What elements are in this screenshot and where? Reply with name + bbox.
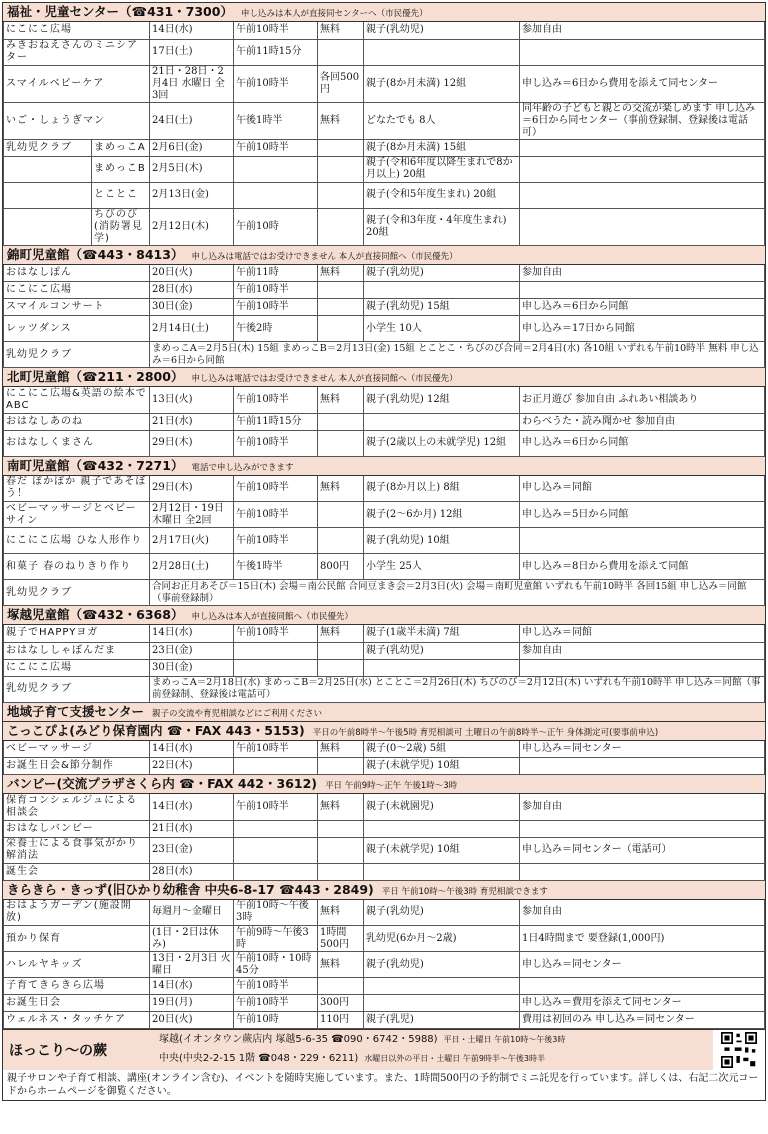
table-row — [4, 502, 765, 528]
event-name: おはようガーデン(施設開放) — [4, 900, 150, 926]
event-fee — [318, 502, 364, 528]
event-name: スマイルベビーケア — [4, 65, 150, 102]
section-header — [3, 606, 765, 625]
event-note: 申し込み＝同センター（電話可） — [520, 837, 765, 863]
event-name: ウェルネス・タッチケア — [4, 1012, 150, 1029]
event-name: まめっこA — [92, 139, 150, 156]
event-time: 午前10時半 — [234, 741, 318, 758]
event-date: 20日(火) — [150, 1012, 234, 1029]
table-row — [4, 156, 765, 182]
schedule-table — [3, 741, 765, 776]
table-row — [4, 65, 765, 102]
event-target: 親子(0～2歳) 5組 — [364, 741, 520, 758]
event-time — [234, 156, 318, 182]
event-note — [520, 139, 765, 156]
section-note: 平日 午前10時～午後3時 育児相談できます — [381, 886, 548, 897]
event-name: 乳幼児クラブ — [4, 580, 150, 606]
event-date: 14日(水) — [150, 741, 234, 758]
footer-lines — [159, 1030, 713, 1070]
table-row — [4, 676, 765, 702]
table-row — [4, 430, 765, 456]
event-date: 毎週月～金曜日 — [150, 900, 234, 926]
event-fee: 無料 — [318, 952, 364, 978]
event-target — [364, 39, 520, 65]
table-row — [4, 265, 765, 282]
event-date: 24日(土) — [150, 102, 234, 139]
section-header — [3, 775, 765, 794]
table-row — [4, 316, 765, 342]
table-row — [4, 659, 765, 676]
event-note — [520, 156, 765, 182]
event-note: 費用は初回のみ 申し込み＝同センター — [520, 1012, 765, 1029]
section-title: バンビー(交流プラザさくら内 ☎・FAX 442・3612) — [7, 776, 317, 791]
event-group — [4, 208, 92, 245]
section-note: 申し込みは本人が直接同館へ（市民優先） — [191, 612, 353, 622]
event-note: 申し込み＝5日から同館 — [520, 502, 765, 528]
event-note — [520, 208, 765, 245]
event-time: 午前10時 — [234, 1012, 318, 1029]
event-fee — [318, 430, 364, 456]
event-name: にこにこ広場 ひな人形作り — [4, 528, 150, 554]
event-fee — [318, 156, 364, 182]
event-name: ベビーマッサージ — [4, 741, 150, 758]
schedule-table — [3, 265, 765, 369]
event-name: みきおねえさんのミニシアター — [4, 39, 150, 65]
event-note — [520, 659, 765, 676]
event-target: 親子(8か月未満) 12組 — [364, 65, 520, 102]
event-target: 親子(乳幼児) 12組 — [364, 387, 520, 413]
event-target — [364, 863, 520, 880]
event-name: お誕生日会 — [4, 995, 150, 1012]
event-time — [234, 758, 318, 775]
event-target: 親子(乳幼児) 15組 — [364, 299, 520, 316]
table-row — [4, 208, 765, 245]
event-group: 乳幼児クラブ — [4, 139, 92, 156]
event-date: 2月17日(火) — [150, 528, 234, 554]
event-target: 親子(8か月以上) 8組 — [364, 476, 520, 502]
event-note: お正月遊び 参加自由 ふれあい相談あり — [520, 387, 765, 413]
event-time: 午前10時半 — [234, 476, 318, 502]
table-row — [4, 139, 765, 156]
event-time: 午前11時15分 — [234, 39, 318, 65]
event-note: 申し込み＝6日から同館 — [520, 299, 765, 316]
footer-line1-hours: 平日・土曜日 午前10時～午後3時 — [443, 1035, 566, 1044]
event-name: にこにこ広場 — [4, 659, 150, 676]
event-note: 申し込み＝17日から同館 — [520, 316, 765, 342]
event-time: 午前10時半 — [234, 528, 318, 554]
event-date: 2月14日(土) — [150, 316, 234, 342]
event-target: 親子(未就園児) — [364, 794, 520, 820]
event-date: 21日(水) — [150, 413, 234, 430]
event-target — [364, 820, 520, 837]
table-row — [4, 182, 765, 208]
event-note — [520, 863, 765, 880]
event-fee — [318, 316, 364, 342]
event-date: 30日(金) — [150, 659, 234, 676]
section-note: 平日 午前9時～正午 午後1時～3時 — [325, 781, 458, 791]
footer-line2: 中央(中央2-2-15 1階 ☎048・229・6211) — [159, 1053, 359, 1064]
table-row — [4, 1012, 765, 1029]
event-name: 春だ ぽかぽか 親子であそぼう！ — [4, 476, 150, 502]
event-time: 午前10時半 — [234, 299, 318, 316]
event-time: 午前10時半 — [234, 625, 318, 642]
event-details: まめっこA＝2月5日(木) 15組 まめっこB＝2月13日(金) 15組 とことこ・ちびのび合同＝2月4日(水) 各10組 いずれも午前10時半 無料 申し込み＝6日から同館 — [150, 342, 765, 368]
event-name: 誕生会 — [4, 863, 150, 880]
event-note: 申し込み＝同センター — [520, 741, 765, 758]
event-time: 午前10時半 — [234, 995, 318, 1012]
event-date: 14日(水) — [150, 22, 234, 39]
event-time: 午前10時半 — [234, 978, 318, 995]
event-date: 2月12日・19日 木曜日 全2回 — [150, 502, 234, 528]
section-header — [3, 246, 765, 265]
event-date: 23日(金) — [150, 837, 234, 863]
table-row — [4, 978, 765, 995]
event-name: 子育てきらきら広場 — [4, 978, 150, 995]
event-name: お誕生日会&節分制作 — [4, 758, 150, 775]
schedule-table — [3, 22, 765, 246]
event-date: 2月12日(木) — [150, 208, 234, 245]
event-target — [364, 282, 520, 299]
event-note: 申し込み＝同館 — [520, 625, 765, 642]
event-note — [520, 39, 765, 65]
event-note: 参加自由 — [520, 900, 765, 926]
event-time: 午前10時・10時45分 — [234, 952, 318, 978]
event-note — [520, 182, 765, 208]
footer-note: 親子サロンや子育て相談、講座(オンライン含む)、イベントを随時実施しています。また、1時間500円の予約制でミニ託児を行っています。詳しくは、右記二次元コードからホームページを御覧ください。 — [7, 1073, 759, 1097]
event-time: 午前11時 — [234, 265, 318, 282]
event-note: 1日4時間まで 要登録(1,000円) — [520, 926, 765, 952]
table-row — [4, 758, 765, 775]
event-date: 17日(土) — [150, 39, 234, 65]
event-name: 親子でHAPPYヨガ — [4, 625, 150, 642]
event-group — [4, 156, 92, 182]
event-fee — [318, 208, 364, 245]
event-name: まめっこB — [92, 156, 150, 182]
event-fee: 無料 — [318, 741, 364, 758]
event-target: 親子(乳幼児) 10組 — [364, 528, 520, 554]
event-time — [234, 182, 318, 208]
event-note — [520, 758, 765, 775]
event-target: 小学生 10人 — [364, 316, 520, 342]
section-title: こっこぴよ(みどり保育園内 ☎・FAX 443・5153) — [7, 722, 305, 738]
event-fee — [318, 978, 364, 995]
event-date: 22日(木) — [150, 758, 234, 775]
table-row — [4, 900, 765, 926]
schedule-table — [3, 625, 765, 703]
event-name: おはなししゃぼんだま — [4, 642, 150, 659]
event-note: 申し込み＝6日から同館 — [520, 430, 765, 456]
event-fee: 無料 — [318, 476, 364, 502]
event-time: 午前10時半 — [234, 794, 318, 820]
event-note: 参加自由 — [520, 22, 765, 39]
table-row — [4, 22, 765, 39]
table-row — [4, 387, 765, 413]
table-row — [4, 794, 765, 820]
event-fee: 無料 — [318, 625, 364, 642]
event-date: 29日(木) — [150, 476, 234, 502]
event-target — [364, 978, 520, 995]
section-title: 地域子育て支援センター — [7, 703, 145, 719]
event-fee: 無料 — [318, 387, 364, 413]
event-date: 29日(木) — [150, 430, 234, 456]
table-row — [4, 952, 765, 978]
event-name: ハレルヤキッズ — [4, 952, 150, 978]
event-time: 午前10時～午後3時 — [234, 900, 318, 926]
event-time: 午後1時半 — [234, 102, 318, 139]
table-row — [4, 528, 765, 554]
event-note — [520, 528, 765, 554]
event-target: 親子(乳幼児) — [364, 265, 520, 282]
event-note: 申し込み＝同館 — [520, 476, 765, 502]
event-note: 参加自由 — [520, 794, 765, 820]
event-note: 同年齢の子どもと親との交流が楽しめます 申し込み＝6日から同センター（事前登録制、登録後は電話可） — [520, 102, 765, 139]
event-name: 乳幼児クラブ — [4, 342, 150, 368]
event-fee — [318, 820, 364, 837]
event-time: 午後1時半 — [234, 554, 318, 580]
event-group — [4, 182, 92, 208]
event-target: 親子(乳幼児) — [364, 900, 520, 926]
event-target: 親子(令和6年度以降生まれで8か月以上) 20組 — [364, 156, 520, 182]
event-fee — [318, 642, 364, 659]
event-name: 栄養士による食事気がかり解消法 — [4, 837, 150, 863]
table-row — [4, 837, 765, 863]
section-title: 錦町児童館（☎443・8413） — [7, 246, 184, 262]
event-note: 申し込み＝同センター — [520, 952, 765, 978]
event-fee: 無料 — [318, 794, 364, 820]
section-title: 福祉・児童センター（☎431・7300） — [7, 4, 233, 19]
event-time: 午前9時～午後3時 — [234, 926, 318, 952]
event-name: にこにこ広場&英語の絵本でABC — [4, 387, 150, 413]
event-date: 2月6日(金) — [150, 139, 234, 156]
section-note: 申し込みは電話ではお受けできません 本人が直接同館へ（市民優先） — [191, 374, 458, 384]
event-time: 午前10時半 — [234, 502, 318, 528]
event-target: 親子(未就学児) 10組 — [364, 758, 520, 775]
event-time — [234, 642, 318, 659]
event-date: 19日(月) — [150, 995, 234, 1012]
section-header — [3, 722, 765, 741]
event-name: 和菓子 春のねりきり作り — [4, 554, 150, 580]
event-date: 23日(金) — [150, 642, 234, 659]
event-note: 参加自由 — [520, 642, 765, 659]
event-date: 21日・28日・2月4日 水曜日 全3回 — [150, 65, 234, 102]
event-time: 午後2時 — [234, 316, 318, 342]
event-time — [234, 820, 318, 837]
table-row — [4, 554, 765, 580]
event-target — [364, 995, 520, 1012]
event-name: 保育コンシェルジュによる相談会 — [4, 794, 150, 820]
event-target — [364, 659, 520, 676]
event-note — [520, 282, 765, 299]
event-time — [234, 863, 318, 880]
schedule-table — [3, 794, 765, 881]
event-note — [520, 820, 765, 837]
event-note: わらべうた・読み聞かせ 参加自由 — [520, 413, 765, 430]
event-note: 申し込み＝8日から費用を添えて同館 — [520, 554, 765, 580]
event-time: 午前10時半 — [234, 139, 318, 156]
schedule-table — [3, 476, 765, 607]
event-target: 親子(1歳半未満) 7組 — [364, 625, 520, 642]
event-details: 合同お正月あそび＝15日(木) 会場＝南公民館 合同豆まき会＝2月3日(火) 会場＝南町児童館 いずれも午前10時半 各回15組 申し込み＝同館（事前登録制） — [150, 580, 765, 606]
event-fee: 800円 — [318, 554, 364, 580]
event-note: 申し込み＝6日から費用を添えて同センター — [520, 65, 765, 102]
event-fee: 各回500円 — [318, 65, 364, 102]
event-target — [364, 413, 520, 430]
event-name: にこにこ広場 — [4, 282, 150, 299]
event-date: 14日(水) — [150, 978, 234, 995]
event-details: まめっこA＝2月18日(水) まめっこB＝2月25日(水) とことこ＝2月26日(木) ちびのび＝2月12日(木) いずれも午前10時半 申し込み＝同館（事前登録制、登録後は電話可） — [150, 676, 765, 702]
schedule-table — [3, 387, 765, 457]
footer-box — [3, 1029, 765, 1070]
table-row — [4, 995, 765, 1012]
event-name: おはなしバンビー — [4, 820, 150, 837]
event-fee — [318, 837, 364, 863]
event-date: 14日(水) — [150, 625, 234, 642]
table-row — [4, 580, 765, 606]
event-time — [234, 837, 318, 863]
event-target: 親子(未就学児) 10組 — [364, 837, 520, 863]
event-fee: 無料 — [318, 22, 364, 39]
event-time: 午前10時半 — [234, 65, 318, 102]
section-title: きらきら・きっず(旧ひかり幼稚舎 中央6-8-17 ☎443・2849) — [7, 881, 374, 897]
event-fee — [318, 413, 364, 430]
table-row — [4, 926, 765, 952]
table-row — [4, 741, 765, 758]
event-target: 親子(令和3年度・4年度生まれ) 20組 — [364, 208, 520, 245]
qr-code-icon[interactable] — [713, 1030, 765, 1070]
event-fee: 無料 — [318, 900, 364, 926]
event-fee: 無料 — [318, 102, 364, 139]
event-fee — [318, 139, 364, 156]
event-name: 乳幼児クラブ — [4, 676, 150, 702]
section-title: 南町児童館（☎432・7271） — [7, 457, 184, 473]
event-fee: 無料 — [318, 265, 364, 282]
table-row — [4, 413, 765, 430]
event-date: 13日・2月3日 火曜日 — [150, 952, 234, 978]
event-target: 親子(乳幼児) — [364, 952, 520, 978]
event-name: とことこ — [92, 182, 150, 208]
event-fee — [318, 528, 364, 554]
section-title: 塚越児童館（☎432・6368） — [7, 607, 184, 622]
section-header — [3, 703, 765, 722]
event-name: おはなしくまさん — [4, 430, 150, 456]
section-note: 申し込みは電話ではお受けできません 本人が直接同館へ（市民優先） — [191, 251, 458, 262]
event-name: レッツダンス — [4, 316, 150, 342]
event-time: 午前10時 — [234, 208, 318, 245]
event-note: 申し込み＝費用を添えて同センター — [520, 995, 765, 1012]
event-fee — [318, 659, 364, 676]
event-target: 親子(2～6か月) 12組 — [364, 502, 520, 528]
event-target: 親子(令和5年度生まれ) 20組 — [364, 182, 520, 208]
event-fee — [318, 182, 364, 208]
event-name: にこにこ広場 — [4, 22, 150, 39]
event-fee — [318, 282, 364, 299]
section-header — [3, 881, 765, 900]
event-time — [234, 659, 318, 676]
table-row — [4, 625, 765, 642]
table-row — [4, 102, 765, 139]
event-fee — [318, 758, 364, 775]
event-target: 親子(8か月未満) 15組 — [364, 139, 520, 156]
section-note: 申し込みは本人が直接同センターへ（市民優先） — [240, 9, 428, 19]
table-row — [4, 820, 765, 837]
section-header — [3, 368, 765, 387]
event-time: 午前10時半 — [234, 387, 318, 413]
footer-line2-hours: 水曜日以外の平日・土曜日 午前9時半～午後3時半 — [364, 1054, 546, 1063]
event-name: ちびのび(消防署見学) — [92, 208, 150, 245]
event-name: おはなしぽん — [4, 265, 150, 282]
table-row — [4, 863, 765, 880]
event-fee — [318, 863, 364, 880]
section-header — [3, 3, 765, 22]
event-time: 午前10時半 — [234, 282, 318, 299]
event-fee: 110円 — [318, 1012, 364, 1029]
event-target: どなたでも 8人 — [364, 102, 520, 139]
event-target: 小学生 25人 — [364, 554, 520, 580]
event-note — [520, 978, 765, 995]
event-fee: 1時間500円 — [318, 926, 364, 952]
event-date: 13日(火) — [150, 387, 234, 413]
table-row — [4, 299, 765, 316]
footer-line1: 塚越(イオンタウン蕨店内 塚越5-6-35 ☎090・6742・5988) — [159, 1034, 438, 1045]
section-title: 北町児童館（☎211・2800） — [7, 369, 184, 384]
event-time: 午前10時半 — [234, 22, 318, 39]
event-date: 28日(水) — [150, 282, 234, 299]
event-target: 親子(乳幼児) — [364, 22, 520, 39]
event-schedule — [2, 2, 766, 1101]
event-time: 午前11時15分 — [234, 413, 318, 430]
event-fee — [318, 299, 364, 316]
table-row — [4, 642, 765, 659]
event-date: 20日(火) — [150, 265, 234, 282]
event-target: 親子(乳幼児) — [364, 642, 520, 659]
section-header — [3, 457, 765, 476]
schedule-table — [3, 900, 765, 1030]
table-row — [4, 476, 765, 502]
event-name: ベビーマッサージとベビーサイン — [4, 502, 150, 528]
event-target: 乳幼児(6か月～2歳) — [364, 926, 520, 952]
event-name: スマイルコンサート — [4, 299, 150, 316]
event-date: (1日・2日は休み) — [150, 926, 234, 952]
event-name: いご・しょうぎマン — [4, 102, 150, 139]
event-date: 2月13日(金) — [150, 182, 234, 208]
event-name: おはなしあのね — [4, 413, 150, 430]
event-date: 14日(水) — [150, 794, 234, 820]
table-row — [4, 342, 765, 368]
event-target: 親子(2歳以上の未就学児) 12組 — [364, 430, 520, 456]
event-target: 親子(乳児) — [364, 1012, 520, 1029]
footer-title: ほっこり～の蕨 — [9, 1043, 107, 1059]
event-name: 預かり保育 — [4, 926, 150, 952]
event-fee: 300円 — [318, 995, 364, 1012]
section-note: 電話で申し込みができます — [191, 462, 294, 473]
event-date: 28日(水) — [150, 863, 234, 880]
event-date: 2月5日(木) — [150, 156, 234, 182]
section-note: 平日の午前8時半～午後5時 育児相談可 土曜日の午前8時半～正午 身体測定可(要事前申込) — [312, 727, 659, 738]
event-time: 午前10時半 — [234, 430, 318, 456]
event-date: 21日(水) — [150, 820, 234, 837]
event-fee — [318, 39, 364, 65]
section-note: 親子の交流や育児相談などにご利用ください — [152, 708, 323, 719]
table-row — [4, 39, 765, 65]
event-date: 2月28日(土) — [150, 554, 234, 580]
event-date: 30日(金) — [150, 299, 234, 316]
table-row — [4, 282, 765, 299]
event-note: 参加自由 — [520, 265, 765, 282]
